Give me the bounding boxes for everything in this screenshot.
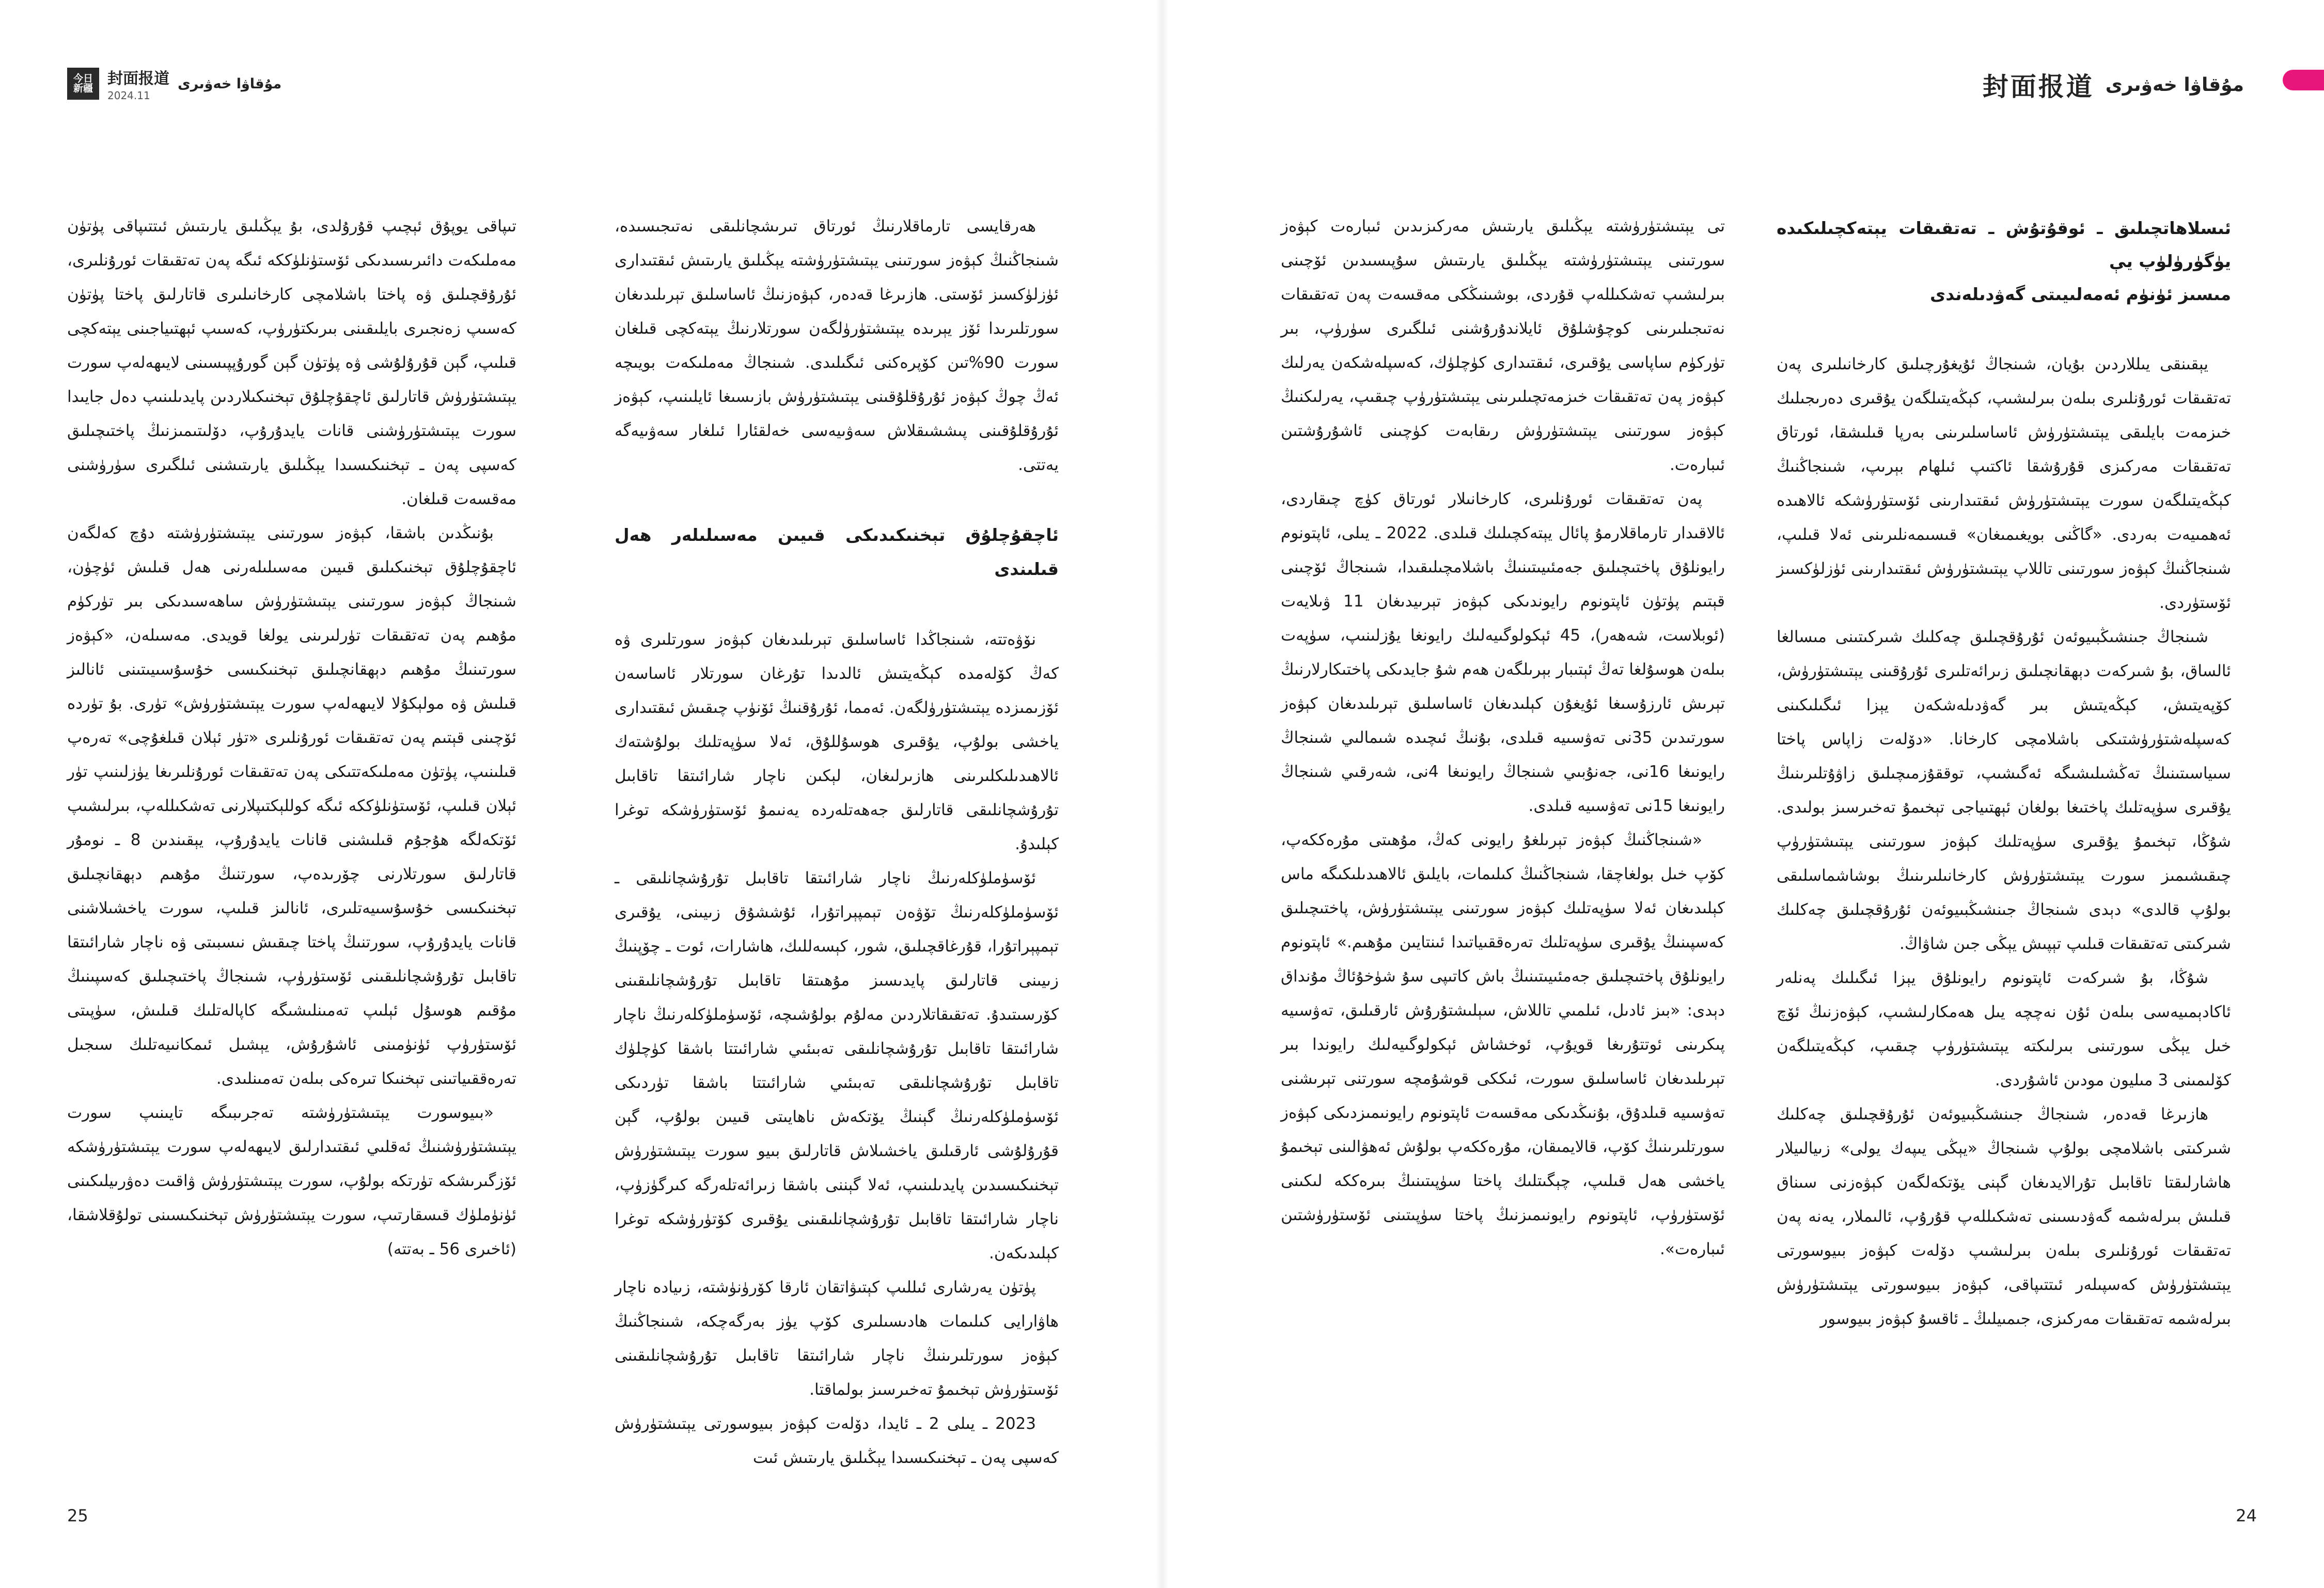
page-number-right: 24 (2236, 1506, 2257, 1525)
section-heading: ئاچقۇچلۇق تېخنىكىدىكى قىيىن مەسىلىلەر ھەل قىلىندى (615, 525, 1059, 579)
paragraph: ھەرقايسى تارماقلارنىڭ ئورتاق تىرىشچانلىقى نەتىجىسىدە، شىنجاڭنىڭ كېۋەز سورتىنى يېتىشتۈرۈشتە يېڭىلىق يارىتىش ئىقتىدارى ئۈزلۈكسىز ئۆستى. ھازىرغا قەدەر، كېۋەزنىڭ ئاساسلىق تېرىلىدىغان سورتلىرىدا ئۆز يېرىدە يېتىشتۈرۈلگەن سورتلارنىڭ يېتەكچى قىلغان سورت 90%تىن كۆپرەكنى ئىگىلىدى. شىنجاڭ مەملىكەت بويىچە ئەڭ چوڭ كېۋەز ئۇرۇقلۇقىنى يېتىشتۈرۈش بازىسىغا ئايلىنىپ، كېۋەز ئۇرۇقلۇقىنى پىششىقلاش سەۋىيەسى خەلقئارا ئىلغار سەۋىيەگە يەتتى. (615, 217, 1059, 474)
paragraph: ھازىرغا قەدەر، شىنجاڭ جىنشىڭبىيوئەن ئۇرۇقچىلىق چەكلىك شىركىتى باشلامچى بولۇپ شىنجاڭ «يېڭى يىپەك يولى» زىيالىيلار ھاشارلىقتا تاقابىل تۇرالايدىغان گېنى يۆتكەلگەن كېۋەزنى سىناق قىلىش بىرلەشمە گەۋدىسىنى تەشكىللەپ قۇرۇپ، ئالىملار، يەنە پەن تەتقىقات ئورۇنلىرى بىلەن بىرلىشىپ دۆلەت كېۋەز بىيوسورتى يېتىشتۈرۈش كەسپىلەر ئىتتىپاقى، كېۋەز بىيوسورتى يېتىشتۈرۈش بىرلەشمە تەتقىقات مەركىزى، جىمىيلىڭ ـ ئاقسۇ كېۋەز بىيوسور (1777, 1105, 2231, 1328)
magazine-logo: 今日 新疆 (67, 68, 99, 100)
column-right-page-left (1281, 209, 1725, 1266)
cover-report-cn: 封面报道 (107, 70, 169, 88)
paragraph: «شىنجاڭنىڭ كېۋەز تېرىلغۇ رايونى كەڭ، مۇھىتى مۇرەككەپ، كۆپ خىل بولغاچقا، شىنجاڭنىڭ كىلىمات، بايلىق ئالاھىدىلىكىگە ماس كېلىدىغان ئەلا سۈپەتلىك كېۋەز سورتىنى يېتىشتۈرۈش، پاختىچىلىق كەسپىنىڭ يۇقىرى سۈپەتلىك تەرەققىياتىدا ئىنتايىن مۇھىم.» ئاپتونوم رايونلۇق پاختىچىلىق جەمئىيىتىنىڭ باش كاتىپى سۇ شۈخۇئاڭ مۇنداق دېدى: «بىز ئادىل، ئىلمىي تاللاش، سېلىشتۇرۇش ئارقىلىق، تەۋسىيە پىكرىنى ئوتتۇرىغا قويۇپ، ئوخشاش ئېكولوگىيەلىك رايوندا بىر تېرىلىدىغان ئاساسلىق سورت، ئىككى قوشۇمچە سورتنى تېرىشنى تەۋسىيە قىلدۇق، بۇنىڭدىكى مەقسەت ئاپتونوم رايونىمىزدىكى كېۋەز سورتلىرىنىڭ كۆپ، قالايمىقان، مۇرەككەپ بولۇش ئەھۋالىنى تېخىمۇ ياخشى ھەل قىلىپ، چېگىتلىك پاختا سۈپىتىنىڭ بىرەككە لىكىنى ئۆستۈرۈپ، ئاپتونوم رايونىمىزنىڭ پاختا سۈپىتىنى ئۆستۈرۈشتىن ئىبارەت». (1281, 831, 1725, 1258)
magazine-header-left (67, 63, 281, 104)
section-heading: مىسىز ئۈنۈم ئەمەلىيىتى گەۋدىلەندى (1929, 284, 2231, 304)
paragraph: پەن تەتقىقات ئورۇنلىرى، كارخانىلار ئورتاق كۈچ چىقاردى، ئالاقىدار تارماقلارمۇ پائال يېتەكچىلىك قىلدى. 2022 ـ يىلى، ئاپتونوم رايونلۇق پاختىچىلىق جەمئىيىتىنىڭ باشلامچىلىقىدا، شىنجاڭ ئۆچىنى قېتىم پۈتۈن ئاپتونوم رايوندىكى كېۋەز تېرىيدىغان 11 ۋىلايەت (ئوبلاست، شەھەر)، 45 ئېكولوگىيەلىك رايونغا يۇزلىنىپ، سۈپەت بىلەن ھوسۇلغا تەڭ ئېتىبار بېرىلگەن ھەم شۇ جايدىكى پاختىكارلارنىڭ تېرىش ئارزۇسىغا ئۇيغۇن كېلىدىغان ئاساسلىق تېرىلىدىغان كېۋەز سورتىدىن 35نى تەۋسىيە قىلدى، بۇنىڭ ئىچىدە شىمالىي شىنجاڭ رايونىغا 16نى، جەنۇبىي شىنجاڭ رايونىغا 4نى، شەرقىي شىنجاڭ رايونىغا 15نى تەۋسىيە قىلدى. (1281, 490, 1725, 815)
paragraph: شىنجاڭ جىنشىڭبىيوئەن ئۇرۇقچىلىق چەكلىك شىركىتىنى مىسالغا ئالساق، بۇ شىركەت دېھقانچىلىق زىرائەتلىرى ئۇرۇقىنى يېتىشتۈرۈش، كۆپەيتىش، كېڭەيتىش بىر گەۋدىلەشكەن يېزا ئىگىلىكىنى كەسپلەشتۈرۈشتىكى باشلامچى كارخانا. «دۆلەت زاپاس پاختا سىياسىتىنىڭ تەڭشىلىشىگە ئەگىشىپ، توققۇزمىچىلىق زاۋۇتلىرىنىڭ يۇقىرى سۈپەتلىك پاختىغا بولغان ئېھتىياجى تېخىمۇ تەخىرسىز بولىدى. شۇڭا، تېخىمۇ يۇقىرى سۈپەتلىك كېۋەز سورتىنى يېتىشتۈرۈپ چىقىشىمىز سورت يېتىشتۈرۈش كارخانىلىرىنىڭ بوشاشماسلىقى بولۇپ قالدى» دېدى شىنجاڭ جىنشىڭبىيوئەن ئۇرۇقچىلىق چەكلىك شىركىتى تەتقىقات قىلىپ تېپىش يېڭى جىن شاۋاڭ. (1777, 628, 2231, 953)
header-cover-label (107, 66, 169, 102)
paragraph: «بىيوسورت يېتىشتۈرۈشتە تەجرىبىگە تايىنىپ سورت يېتىشتۈرۈشنىڭ ئەقلىي ئىقتىدارلىق لايىھەلەپ سورت يېتىشتۈرۈشكە ئۆزگىرىشكە تۈرتكە بولۇپ، سورت يېتىشتۈرۈش ۋاقىت دەۋرىيلىكىنى ئۈنۈملۈك قىسقارتىپ، سورت يېتىشتۈرۈش تېخنىكىسىنى تولۇقلاشقا، (ئاخىرى 56 ـ بەتتە) (67, 1103, 516, 1258)
paragraph: نۆۋەتتە، شىنجاڭدا ئاساسلىق تېرىلىدىغان كېۋەز سورتلىرى ۋە كەڭ كۆلەمدە كېڭەيتىش ئالدىدا تۇرغان سورتلار ئاساسەن ئۆزىمىزدە يېتىشتۈرۈلگەن. ئەمما، ئۇرۇقنىڭ ئۆنۈپ چىقىش ئىقتىدارى ياخشى بولۇپ، يۇقىرى ھوسۇللۇق، ئەلا سۈپەتلىك بولۇشتەك ئالاھىدىلىكلىرىنى ھازىرلىغان، لېكىن ناچار شارائىتقا تاقابىل تۇرۇشچانلىقى قاتارلىق جەھەتلەردە يەنىمۇ ئۆستۈرۈشكە توغرا كېلىدۇ. (615, 630, 1059, 853)
accent-tab (2283, 70, 2324, 90)
page-number-left: 25 (67, 1506, 88, 1525)
paragraph: بۇنىڭدىن باشقا، كېۋەز سورتىنى يېتىشتۈرۈشتە دۇچ كەلگەن ئاچقۇچلۇق تېخنىكىلىق قىيىن مەسىلىلەرنى ھەل قىلىش ئۈچۈن، شىنجاڭ كېۋەز سورتىنى يېتىشتۈرۈش ساھەسىدىكى بىر تۈركۈم مۇھىم پەن تەتقىقات تۈرلىرىنى يولغا قويدى. مەسىلەن، «كېۋەز سورتىنىڭ مۇھىم دېھقانچىلىق تېخنىكىسى خۇسۇسىيىتىنى ئانالىز قىلىش ۋە مولېكۇلا لايىھەلەپ سورت يېتىشتۈرۈش» تۈرى. بۇ تۈردە ئۆچىنى قېتىم پەن تەتقىقات ئورۇنلىرى «تۈر ئېلان قىلغۇچى» تەرەپ قىلىنىپ، پۈتۈن مەملىكەتتىكى پەن تەتقىقات ئورۇنلىرىغا يۈزلىنىپ تۈر ئېلان قىلىپ، ئۆستۈنلۈككە ئىگە كوللېكتىپلارنى تەشكىللەپ، بىرلىشىپ ئۆتكەلگە ھۇجۇم قىلىشنى قانات يايدۇرۇپ، يېقىندىن 8 ـ نومۇر قاتارلىق سورتلارنى چۆرىدەپ، سورتنىڭ مۇھىم دېھقانچىلىق تېخنىكىسى خۇسۇسىيەتلىرى، ئانالىز قىلىپ، سورت ياخشىلاشنى قانات يايدۇرۇپ، سورتنىڭ پاختا چىقىش نىسبىتى ۋە ناچار شارائىتقا تاقابىل تۇرۇشچانلىقىنى ئۆستۈرۈپ، شىنجاڭ پاختىچىلىق كەسپىنىڭ مۇقىم ھوسۇل ئېلىپ تەمىنلىشىگە كاپالەتلىك قىلىش، سۈپىتى ئۆستۈرۈپ ئۈنۈمىنى ئاشۇرۇش، يېشىل ئىمكانىيەتلىك سىجىل تەرەققىياتىنى تېخنىكا تىرەكى بىلەن تەمىنلىدى. (67, 524, 516, 1088)
section-title-left: مۇقاۋا خەۋىرى (178, 75, 282, 92)
section-title-right: مۇقاۋا خەۋىرى (2105, 74, 2244, 96)
magazine-header-right (1983, 66, 2244, 103)
column-right-page-right (1777, 212, 2231, 1336)
paragraph: تىپاقى يوپۇق ئېچىپ قۇرۇلدى، بۇ يېڭىلىق يارىتىش ئىتتىپاقى پۈتۈن مەملىكەت دائىرىسىدىكى ئۆستۈنلۈككە ئىگە پەن تەتقىقات ئورۇنلىرى، ئۇرۇقچىلىق ۋە پاختا باشلامچى كارخانىلىرى قاتارلىق پاختا پۈتۈن كەسىپ زەنجىرى بايلىقىنى بىرىكتۈرۈپ، كەسىپ ئېھتىياجىنى يېتەكچى قىلىپ، گېن قۇرۇلۇشى ۋە پۈتۈن گېن گورۇپپىسىنى لايىھەلەپ سورت يېتىشتۈرۈش قاتارلىق ئاچقۇچلۇق تېخنىكىلاردىن پايدىلىنىپ دەل جايىدا سورت يېتىشتۈرۈشنى قانات يايدۇرۇپ، دۆلىتىمىزنىڭ پاختىچىلىق كەسپى پەن ـ تېخنىكىسىدا يېڭىلىق يارىتىشنى ئىلگىرى سۈرۈشنى مەقسەت قىلغان. (67, 217, 516, 508)
section-heading: ئىسلاھاتچىلىق ـ ئوقۇتۇش ـ تەتقىقات يېتەكچىلىكىدە يۈگۈرۈلۈپ يې (1777, 218, 2231, 271)
paragraph: ئۆسۈملۈكلەرنىڭ ناچار شارائىتقا تاقابىل تۇرۇشچانلىقى ـ ئۆسۈملۈكلەرنىڭ تۆۋەن تېمپېراتۇرا، ئۇششۇق زىيىنى، يۇقىرى تېمپېراتۇرا، قۇرغاقچىلىق، شور، كېسەللىك، ھاشارات، ئوت ـ چۆپنىڭ زىيىنى قاتارلىق پايدىسىز مۇھىتقا تاقابىل تۇرۇشچانلىقىنى كۆرسىتىدۇ. تەتقىقاتلاردىن مەلۇم بولۇشىچە، ئۆسۈملۈكلەرنىڭ ناچار شارائىتقا تاقابىل تۇرۇشچانلىقى تەبىئىي شارائىتتا باشقا كۈچلۈك تاقابىل تۇرۇشچانلىقى تەبىئىي شارائىتتا باشقا تۈردىكى ئۆسۈملۈكلەرنىڭ گېنىڭ يۆتكەش ناھايىتى قىيىن بولۇپ، گېن قۇرۇلۇشى ئارقىلىق ياخشىلاش قاتارلىق بىيو سورت يېتىشتۈرۈش تېخنىكىسىدىن پايدىلىنىپ، ئەلا گېننى باشقا زىرائەتلەرگە كىرگۈزۈپ، ناچار شارائىتقا تاقابىل تۇرۇشچانلىقىنى يۇقىرى كۆتۈرۈشكە توغرا كېلىدىكەن. (615, 869, 1059, 1263)
paragraph: پۈتۈن يەرشارى ئىللىپ كېتىۋاتقان ئارقا كۆرۈنۈشتە، زىيادە ناچار ھاۋارايى كىلىمات ھادىسىلىرى كۆپ يۈز بەرگەچكە، شىنجاڭنىڭ كېۋەز سورتلىرىنىڭ ناچار شارائىتقا تاقابىل تۇرۇشچانلىقىنى ئۆستۈرۈش تېخىمۇ تەخىرسىز بولماقتا. (615, 1278, 1059, 1399)
issue-date: 2024.11 (107, 89, 150, 102)
paragraph: شۇڭا، بۇ شىركەت ئاپتونوم رايونلۇق يېزا ئىگىلىك پەنلەر ئاكادېمىيەسى بىلەن ئۇن نەچچە يىل ھەمكارلىشىپ، كېۋەزنىڭ ئۆچ خىل يېڭى سورتىنى بىرلىكتە يېتىشتۈرۈپ چىقىپ، كېڭەيتىلگەن كۆلىمىنى 3 مىليون مودىن ئاشۇردى. (1777, 969, 2231, 1089)
right-page (1162, 0, 2324, 1588)
column-left-page-left (67, 209, 516, 1266)
cover-report-title-cn: 封面报道 (1982, 71, 2094, 102)
column-left-page-right (615, 209, 1059, 1475)
paragraph: تى يېتىشتۈرۈشتە يېڭىلىق يارىتىش مەركىزىدىن ئىبارەت كېۋەز سورتىنى يېتىشتۈرۈشتە يېڭىلىق يارىتىش سۇپىسىدىن ئۆچىنى بىرلىشىپ تەشكىللەپ قۇردى، بوشىنىڭكى مەقسەت پەن تەتقىقات نەتىجىلىرىنى كوچۇشلۇق ئايلاندۇرۇشنى ئىلگىرى سۈرۈپ، بىر تۈركۈم ساپاسى يۇقىرى، ئىقتىدارى كۈچلۈك، كەسپلەشكەن يەرلىك كېۋەز پەن تەتقىقات خىزمەتچىلىرىنى يېتىشتۈرۈپ چىقىپ، يەرلىكنىڭ كېۋەز سورتىنى يېتىشتۈرۈش رىقابەت كۈچىنى ئاشۇرۇشتىن ئىبارەت. (1281, 217, 1725, 474)
paragraph: يېقىنقى يىللاردىن بۇيان، شىنجاڭ ئۇيغۇرچىلىق كارخانىلىرى پەن تەتقىقات ئورۇنلىرى بىلەن بىرلىشىپ، كېڭەيتىلگەن يۇقىرى دەرىجىلىك خىزمەت بايلىقى يېتىشتۈرۈش ئاساسلىرىنى بەرپا قىلىشقا، ئورتاق تەتقىقات مەركىزى قۇرۇشقا ئاكتىپ ئىلھام بېرىپ، شىنجاڭنىڭ كېڭەيتىلگەن سورت يېتىشتۈرۈش ئىقتىدارىنى ئۆستۈرۈشكە ئالاھىدە ئەھمىيەت بەردى. «گاڭنى بويغىمىغان» قىسىمەنلىرىنى ئەلا قىلىپ، شىنجاڭنىڭ كېۋەز سورتىنى تاللاپ يېتىشتۈرۈش ئىقتىدارىنى ئۈزلۈكسىز ئۆستۈردى. (1777, 355, 2231, 612)
paragraph: 2023 ـ يىلى 2 ـ ئايدا، دۆلەت كېۋەز بىيوسورتى يېتىشتۈرۈش كەسپى پەن ـ تېخنىكىسىدا يېڭىلىق يارىتىش ئىت (615, 1414, 1059, 1467)
